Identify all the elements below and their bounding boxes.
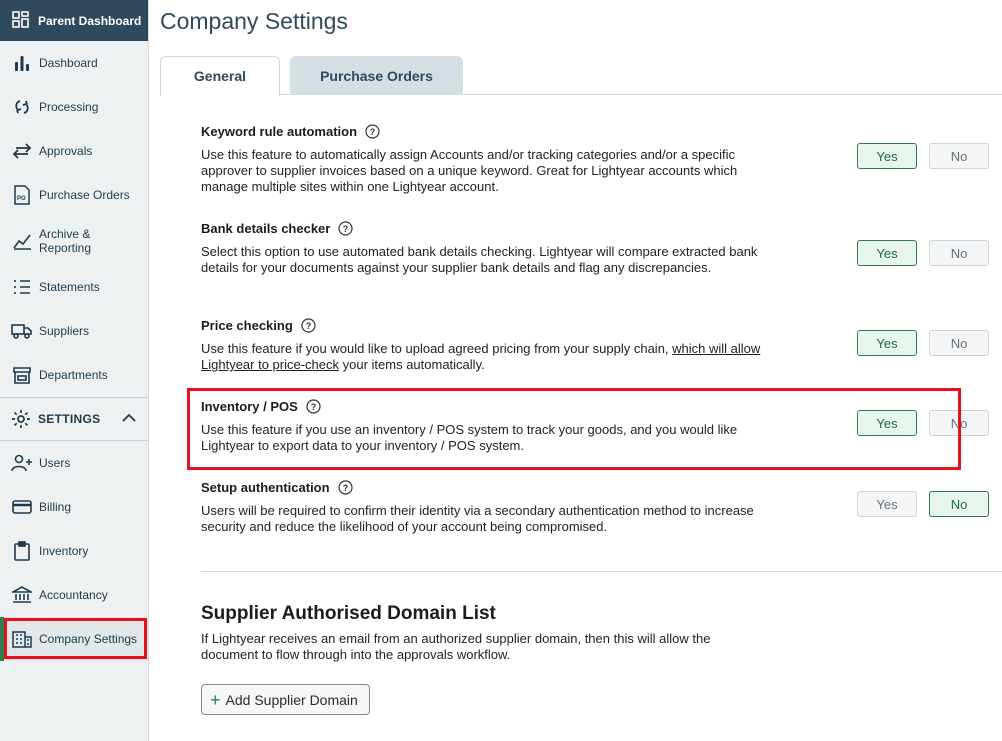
setting-title <box>201 480 961 495</box>
settings-section-label: SETTINGS <box>38 412 101 426</box>
sidebar-item-label: Statements <box>39 280 100 294</box>
sidebar-item-label: Billing <box>39 500 72 514</box>
sidebar-item-statements[interactable] <box>0 265 148 309</box>
svg-text:?: ? <box>310 402 317 412</box>
sidebar-item-suppliers[interactable] <box>0 309 148 353</box>
sidebar-item-archive-reporting[interactable] <box>0 217 148 265</box>
desc-text-before: Use this feature if you would like to upload agreed pricing from your supply chain, <box>201 341 673 356</box>
sidebar-item-label: Inventory <box>39 544 89 558</box>
setting-setup-authentication <box>201 480 968 535</box>
help-icon[interactable] <box>301 318 316 333</box>
sidebar-item-label: Users <box>39 456 71 470</box>
setting-keyword-rule-automation <box>201 124 968 195</box>
sidebar-item-purchase-orders[interactable] <box>0 173 148 217</box>
no-button[interactable]: No <box>929 240 989 266</box>
setting-title <box>201 318 961 333</box>
building-icon <box>11 628 33 650</box>
sidebar-item-label: Purchase Orders <box>39 188 130 202</box>
sidebar-item-approvals[interactable] <box>0 129 148 173</box>
parent-dashboard-link[interactable] <box>0 0 148 41</box>
arrows-icon <box>11 140 33 162</box>
add-user-icon <box>11 452 33 474</box>
help-icon[interactable] <box>338 480 353 495</box>
sidebar-item-departments[interactable] <box>0 353 148 397</box>
sidebar-item-company-settings[interactable] <box>0 617 148 661</box>
yes-no-toggle <box>857 143 989 169</box>
sidebar-item-label: Dashboard <box>39 56 98 70</box>
gear-icon <box>11 409 31 429</box>
yes-button[interactable]: Yes <box>857 240 917 266</box>
parent-dashboard-label: Parent Dashboard <box>38 13 142 28</box>
setting-title <box>201 399 961 414</box>
setting-description: Use this feature to automatically assign Accounts and/or tracking categories and/or a specific approver to supplier invoices based on a unique keyword. Great for Lightyear accounts which manage multiple sites within one Lightyear account. <box>201 147 738 194</box>
setting-price-checking <box>201 318 968 373</box>
help-icon[interactable] <box>338 221 353 236</box>
main-content <box>160 0 1002 741</box>
help-icon[interactable] <box>365 124 380 139</box>
tab-purchase-orders[interactable]: Purchase Orders <box>290 56 463 95</box>
setting-title <box>201 221 961 236</box>
setting-bank-details-checker <box>201 221 968 276</box>
sidebar-item-label: Suppliers <box>39 324 90 338</box>
sidebar-item-label: Approvals <box>39 144 93 158</box>
sidebar <box>0 0 149 741</box>
po-document-icon <box>11 184 33 206</box>
no-button[interactable]: No <box>929 491 989 517</box>
line-chart-icon <box>11 230 33 252</box>
truck-icon <box>11 320 33 342</box>
clipboard-icon <box>11 540 33 562</box>
settings-section-toggle[interactable] <box>0 397 148 441</box>
domain-list-description: If Lightyear receives an email from an authorized supplier domain, then this will allow the document to flow through into the approvals workflow. <box>201 631 711 662</box>
svg-text:?: ? <box>305 321 312 331</box>
setting-title-text: Price checking <box>201 318 293 333</box>
no-button[interactable]: No <box>929 143 989 169</box>
setting-description <box>201 341 781 373</box>
svg-text:?: ? <box>343 224 349 234</box>
credit-card-icon <box>11 496 33 518</box>
list-icon <box>11 276 33 298</box>
sidebar-item-label-line1: Archive & <box>39 227 91 241</box>
sidebar-item-dashboard[interactable] <box>0 41 148 85</box>
yes-button[interactable]: Yes <box>857 330 917 356</box>
setting-title <box>201 124 961 139</box>
sidebar-item-label: Processing <box>39 100 99 114</box>
page-title: Company Settings <box>160 8 348 34</box>
sidebar-item-label: Departments <box>39 368 108 382</box>
add-supplier-domain-button[interactable] <box>201 684 370 715</box>
setting-description: Select this option to use automated bank details checking. Lightyear will compare extracted bank details for your documents against your supplier bank details and flag any discrepancies. <box>201 244 758 275</box>
sidebar-item-label: Company Settings <box>39 632 138 646</box>
sidebar-item-accountancy[interactable] <box>0 573 148 617</box>
setting-inventory-pos <box>201 399 968 454</box>
yes-button[interactable]: Yes <box>857 410 917 436</box>
setting-title-text: Setup authentication <box>201 480 330 495</box>
no-button[interactable]: No <box>929 410 989 436</box>
sidebar-item-inventory[interactable] <box>0 529 148 573</box>
no-button[interactable]: No <box>929 330 989 356</box>
tab-bar <box>160 56 1002 95</box>
sidebar-item-label-wrap <box>39 227 91 255</box>
yes-no-toggle <box>857 491 989 517</box>
sidebar-item-processing[interactable] <box>0 85 148 129</box>
help-icon[interactable] <box>306 399 321 414</box>
chevron-up-icon <box>122 412 136 426</box>
yes-no-toggle <box>857 410 989 436</box>
setting-title-text: Bank details checker <box>201 221 331 236</box>
grid-icon <box>12 11 29 31</box>
yes-no-toggle <box>857 240 989 266</box>
svg-text:?: ? <box>342 483 348 493</box>
setting-title-text: Keyword rule automation <box>201 124 358 139</box>
store-icon <box>11 364 33 386</box>
sidebar-item-label: Accountancy <box>39 588 108 602</box>
setting-description: Users will be required to confirm their identity via a secondary authentication method to increase security and reduce the likelihood of your account being compromised. <box>201 503 754 534</box>
yes-button[interactable]: Yes <box>857 143 917 169</box>
processing-icon <box>11 96 33 118</box>
sidebar-item-label-line2: Reporting <box>39 241 92 255</box>
bank-icon <box>11 584 33 606</box>
add-supplier-domain-label: Add Supplier Domain <box>225 691 358 708</box>
svg-text:PO: PO <box>17 196 26 202</box>
desc-text-after: your items automatically. <box>339 357 485 372</box>
svg-text:?: ? <box>369 127 376 137</box>
yes-button[interactable]: Yes <box>857 491 917 517</box>
price-check-link[interactable]: which will allow Lightyear to price-check <box>201 341 761 372</box>
yes-no-toggle <box>857 330 989 356</box>
tab-general[interactable]: General <box>160 56 280 96</box>
section-divider <box>201 571 1002 572</box>
setting-title-text: Inventory / POS <box>201 399 298 414</box>
sidebar-item-users[interactable] <box>0 441 148 485</box>
setting-description: Use this feature if you use an inventory / POS system to track your goods, and you would like Lightyear to export data to your inventory / POS system. <box>201 422 738 453</box>
bar-chart-icon <box>11 52 33 74</box>
domain-list-title: Supplier Authorised Domain List <box>201 603 496 624</box>
sidebar-item-billing[interactable] <box>0 485 148 529</box>
plus-icon: + <box>210 689 221 710</box>
